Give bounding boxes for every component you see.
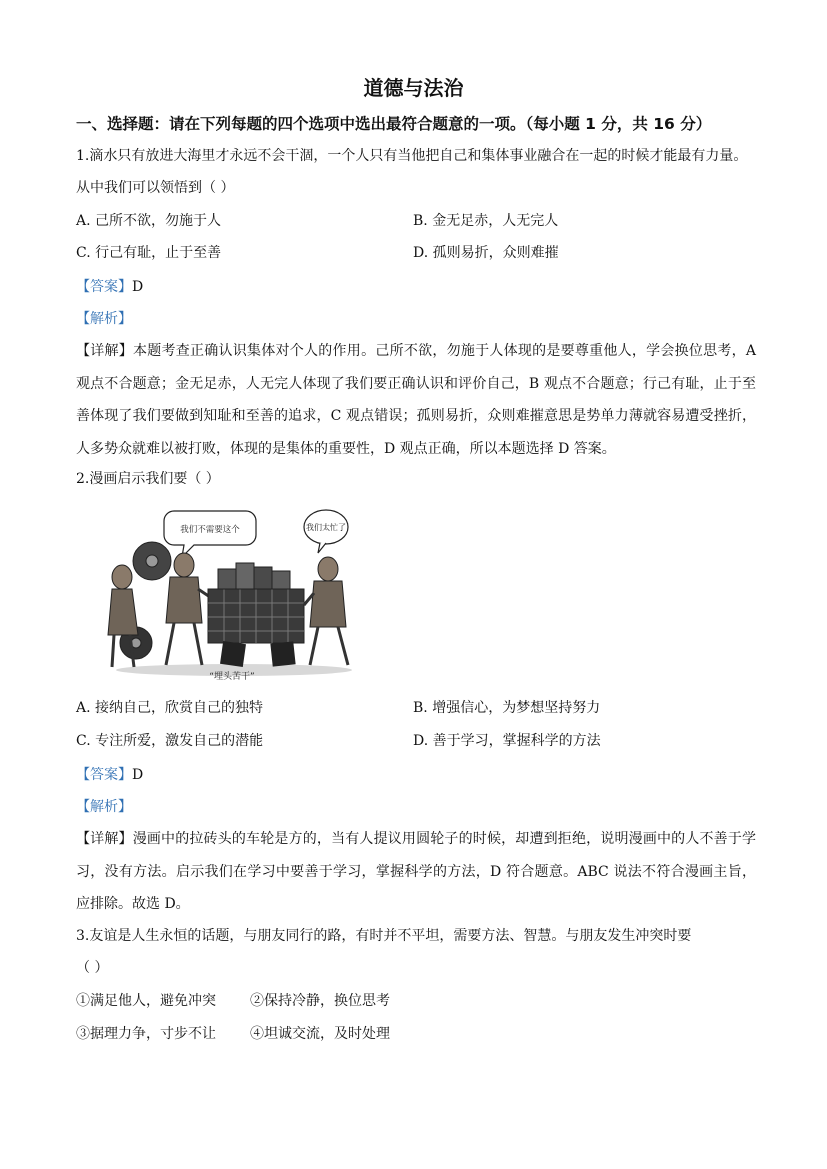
q2-detail	[76, 823, 756, 921]
q3-stem-line2: （ ）	[76, 960, 109, 976]
bubble-left-text: 我们不需要这个	[180, 525, 240, 535]
page-title: 道德与法治	[363, 76, 464, 100]
bubble-left	[164, 511, 256, 557]
q1-option-b: B. 金无足赤，人无完人	[413, 213, 559, 229]
q1-stem-line2: 从中我们可以领悟到（ ）	[76, 180, 235, 196]
q2-detail-text: 漫画中的拉砖头的车轮是方的，当有人提议用圆轮子的时候，却遭到拒绝，说明漫画中的人不善于学习，没有方法。启示我们在学习中要善于学习，掌握科学的方法，D 符合题意。ABC 说法不符合漫画主旨，应排除。故选 D。	[76, 831, 757, 912]
q1-detail-tag: 【详解】	[76, 343, 134, 359]
q2-option-d: D. 善于学习，掌握科学的方法	[413, 733, 601, 749]
q1-option-d: D. 孤则易折，众则难摧	[413, 245, 559, 261]
q3-item-1: ①满足他人，避免冲突	[76, 993, 216, 1009]
q1-option-c: C. 行己有耻，止于至善	[76, 245, 222, 261]
q2-stem: 2.漫画启示我们要（ ）	[76, 471, 220, 487]
q2-option-c: C. 专注所爱，激发自己的潜能	[76, 733, 264, 749]
q2-option-a: A. 接纳自己，欣赏自己的独特	[76, 700, 264, 716]
q3-stem-line1: 3.友谊是人生永恒的话题，与朋友同行的路，有时并不平坦，需要方法、智慧。与朋友发生冲突时要	[76, 928, 692, 944]
bubble-right-text: 我们太忙了	[306, 523, 346, 532]
bubble-right	[304, 510, 348, 553]
q1-detail-text: 本题考查正确认识集体对个人的作用。己所不欲，勿施于人体现的是要尊重他人，学会换位思考，A 观点不合题意；金无足赤，人无完人体现了我们要正确认识和评价自己，B 观点不合题意；行己有耻，止于至善体现了我们要做到知耻和至善的追求，C 观点错误；孤则易折，众则难摧意思是势单力薄就容易遭受挫折，人多势众就难以被打败，体现的是集体的重要性，D 观点正确，所以本题选择 D 答案。	[76, 343, 757, 457]
q2-analysis-tag: 【解析】	[76, 799, 132, 815]
q1-option-a: A. 己所不欲，勿施于人	[76, 213, 222, 229]
cartoon-image	[104, 505, 360, 683]
q3-item-4: ④坦诚交流，及时处理	[250, 1026, 390, 1042]
q2-answer	[76, 764, 143, 784]
q2-answer-value: D	[132, 767, 144, 783]
q1-analysis-tag: 【解析】	[76, 311, 132, 327]
q3-item-3: ③据理力争，寸步不让	[76, 1026, 216, 1042]
q3-item-2: ②保持冷静，换位思考	[250, 993, 390, 1009]
q1-answer	[76, 276, 143, 296]
q2-detail-tag: 【详解】	[76, 831, 133, 847]
cartoon-caption: “埋头苦干”	[209, 672, 255, 682]
q2-option-b: B. 增强信心，为梦想坚持努力	[413, 700, 601, 716]
q1-detail	[76, 335, 756, 465]
section-heading: 一、选择题：请在下列每题的四个选项中选出最符合题意的一项。（每小题 1 分，共 16 分）	[76, 115, 712, 133]
q1-answer-tag: 【答案】	[76, 279, 132, 295]
q2-answer-tag: 【答案】	[76, 767, 132, 783]
q1-stem-line1: 1.滴水只有放进大海里才永远不会干涸，一个人只有当他把自己和集体事业融合在一起的时候才能最有力量。	[76, 148, 748, 164]
q1-answer-value: D	[132, 279, 144, 295]
